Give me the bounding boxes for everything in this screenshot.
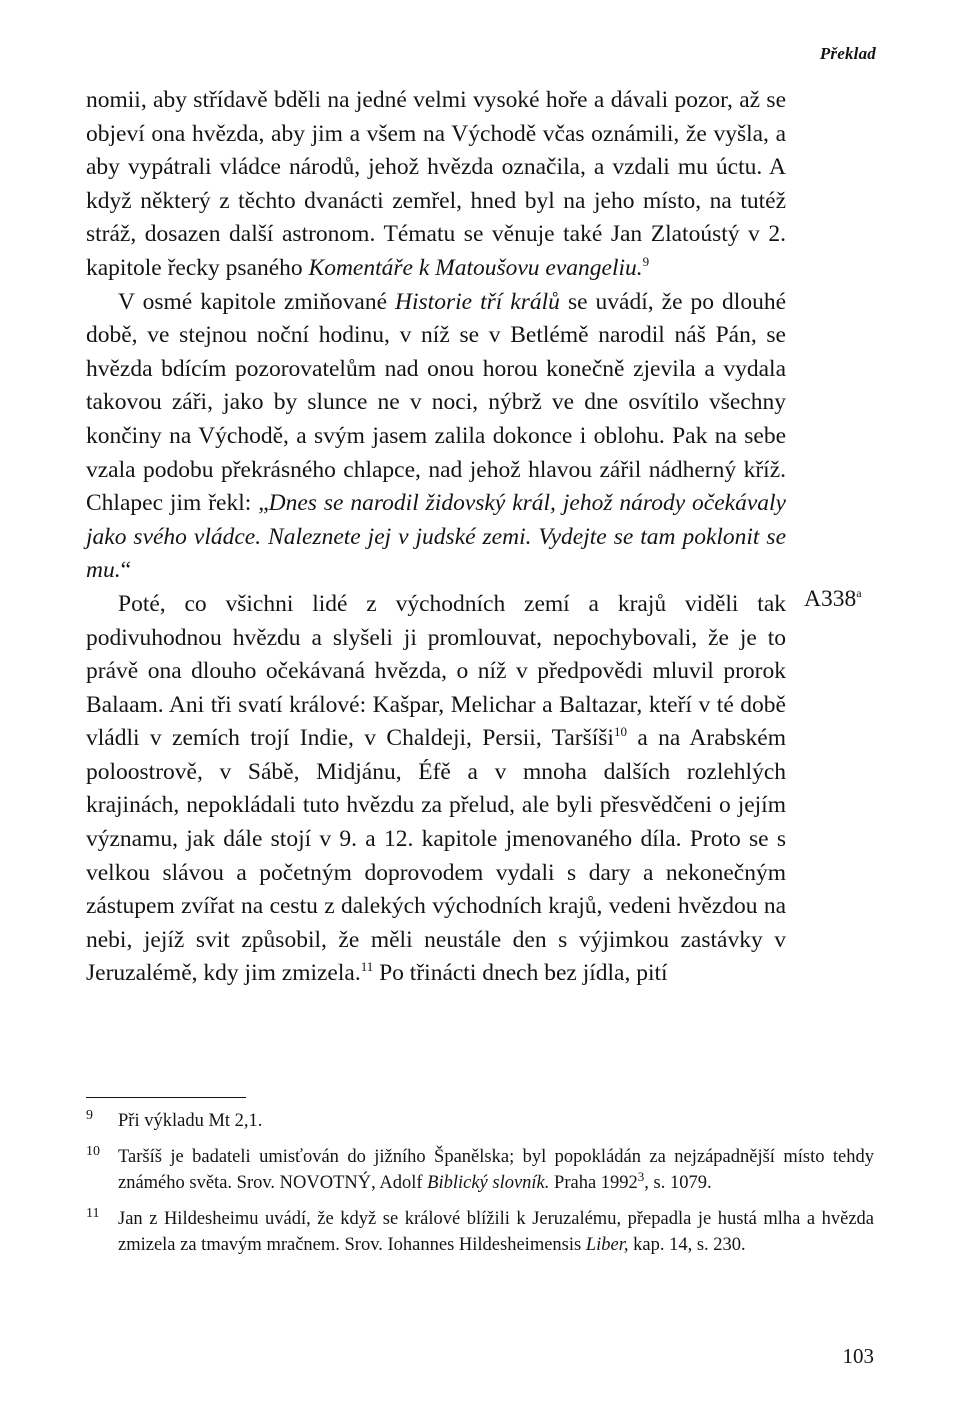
footnote-number: 10	[86, 1144, 100, 1159]
note-reference: 9	[642, 254, 650, 270]
paragraph-1	[86, 84, 786, 286]
italic-text: Historie tří králů	[395, 288, 560, 315]
text-run: Po třinácti dnech bez jídla, pití	[373, 960, 668, 987]
text-run: , s. 1079.	[644, 1173, 712, 1193]
paragraph-3	[86, 588, 786, 991]
footnote-text	[118, 1209, 874, 1255]
italic-text: Liber,	[585, 1235, 629, 1255]
note-reference: 10	[613, 724, 627, 740]
footnotes	[86, 1108, 874, 1268]
text-run: Jan z Hildesheimu uvádí, že když se králové blížili k Jeruzalému, přepadla je hustá mlha a hvězda zmizela za tmavým mračnem. Srov. Iohannes Hildesheimensis	[118, 1209, 874, 1255]
margin-note-label: A338	[804, 586, 857, 612]
text-run: kap. 14, s. 230.	[628, 1235, 746, 1255]
text-run: nomii, aby střídavě bděli na jedné velmi vysoké hoře a dávali pozor, až se objeví ona hvězda, aby jim a všem na Východě včas oznámili, že vyšla, a aby vypátrali vládce národů, jehož hvězda označila, a vzdali mu úctu. A když některý z těchto dvanácti zemřel, hned byl na jeho místo, na tutéž stráž, dosazen další astronom. Tématu se věnuje také Jan Zlatoústý v 2. kapitole řecky psaného	[86, 87, 786, 281]
text-run: “	[120, 557, 132, 584]
body-text	[86, 84, 786, 991]
margin-note-sup: a	[856, 586, 862, 601]
italic-text: Dnes se narodil židovský král, jehož národy očekávaly jako svého vládce. Naleznete jej v judské zemi. Vydejte se tam poklonit se mu.	[86, 490, 786, 584]
footnote-text	[118, 1147, 874, 1193]
footnote-number: 11	[86, 1206, 100, 1221]
text-run: Taršíš je badateli umisťován do jižního Španělska; byl popokládán za nejzápadnější místo tehdy známého světa. Srov. NOVOTNÝ, Adolf	[118, 1147, 874, 1193]
note-reference: 11	[360, 959, 374, 975]
footnote-11	[86, 1206, 874, 1258]
running-head: Překlad	[819, 44, 876, 63]
note-reference: 3	[637, 1168, 645, 1184]
footnote-9	[86, 1108, 874, 1134]
paragraph-2	[86, 286, 786, 588]
text-run: Při výkladu Mt 2,1.	[118, 1111, 263, 1131]
italic-text: Komentáře k Matoušovu evangeliu.	[308, 254, 643, 281]
footnote-separator	[86, 1097, 246, 1098]
text-run: a na Arabském poloostrově, v Sábě, Midjánu, Éfě a v mnoha dalších rozlehlých krajinách, nepokládali tuto hvězdu za přelud, ale byli přesvědčeni o jejím významu, jak dále stojí v 9. a 12. kapitole jmenovaného díla. Proto se s velkou slávou a početným doprovodem vydali s dary a nekonečným zástupem zvířat na cestu z dalekých východních krajů, vedeni hvězdou na nebi, jejíž svit způsobil, že měli neustále den s výjimkou zastávky v Jeruzalémě, kdy jim zmizela.	[86, 725, 786, 987]
text-run: Praha 1992	[549, 1173, 638, 1193]
italic-text: Biblický slovník.	[427, 1173, 550, 1193]
page-number: 103	[842, 1344, 874, 1368]
text-run: se uvádí, že po dlouhé době, ve stejnou noční hodinu, v níž se v Betlémě narodil náš Pán, se hvězda bdícím pozorovatelům nad onou horou konečně zjevila a vydala takovou záři, jako by slunce ne v noci, nýbrž ve dne osvítilo všechny končiny na Východě, a svým jasem zalila dokonce i oblohu. Pak na sebe vzala podobu překrásného chlapce, nad jehož hlavou zářil nádherný kříž. Chlapec jim řekl: „	[86, 288, 787, 517]
text-run: Poté, co všichni lidé z východních zemí a krajů viděli tak podivuhodnou hvězdu a slyšeli ji promlouvat, nepochybovali, že je to právě ona dlouho očekávaná hvězda, o níž v předpovědi mluvil prorok Balaam. Ani tři svatí králové: Kašpar, Melichar a Baltazar, kteří v té době vládli v zemích trojí Indie, v Chaldeji, Persii, Taršíši	[86, 590, 786, 752]
footnote-number: 9	[86, 1108, 93, 1123]
footnote-text	[118, 1111, 262, 1131]
margin-note	[804, 583, 862, 617]
text-run: V osmé kapitole zmiňované	[118, 288, 396, 315]
footnote-10	[86, 1144, 874, 1196]
